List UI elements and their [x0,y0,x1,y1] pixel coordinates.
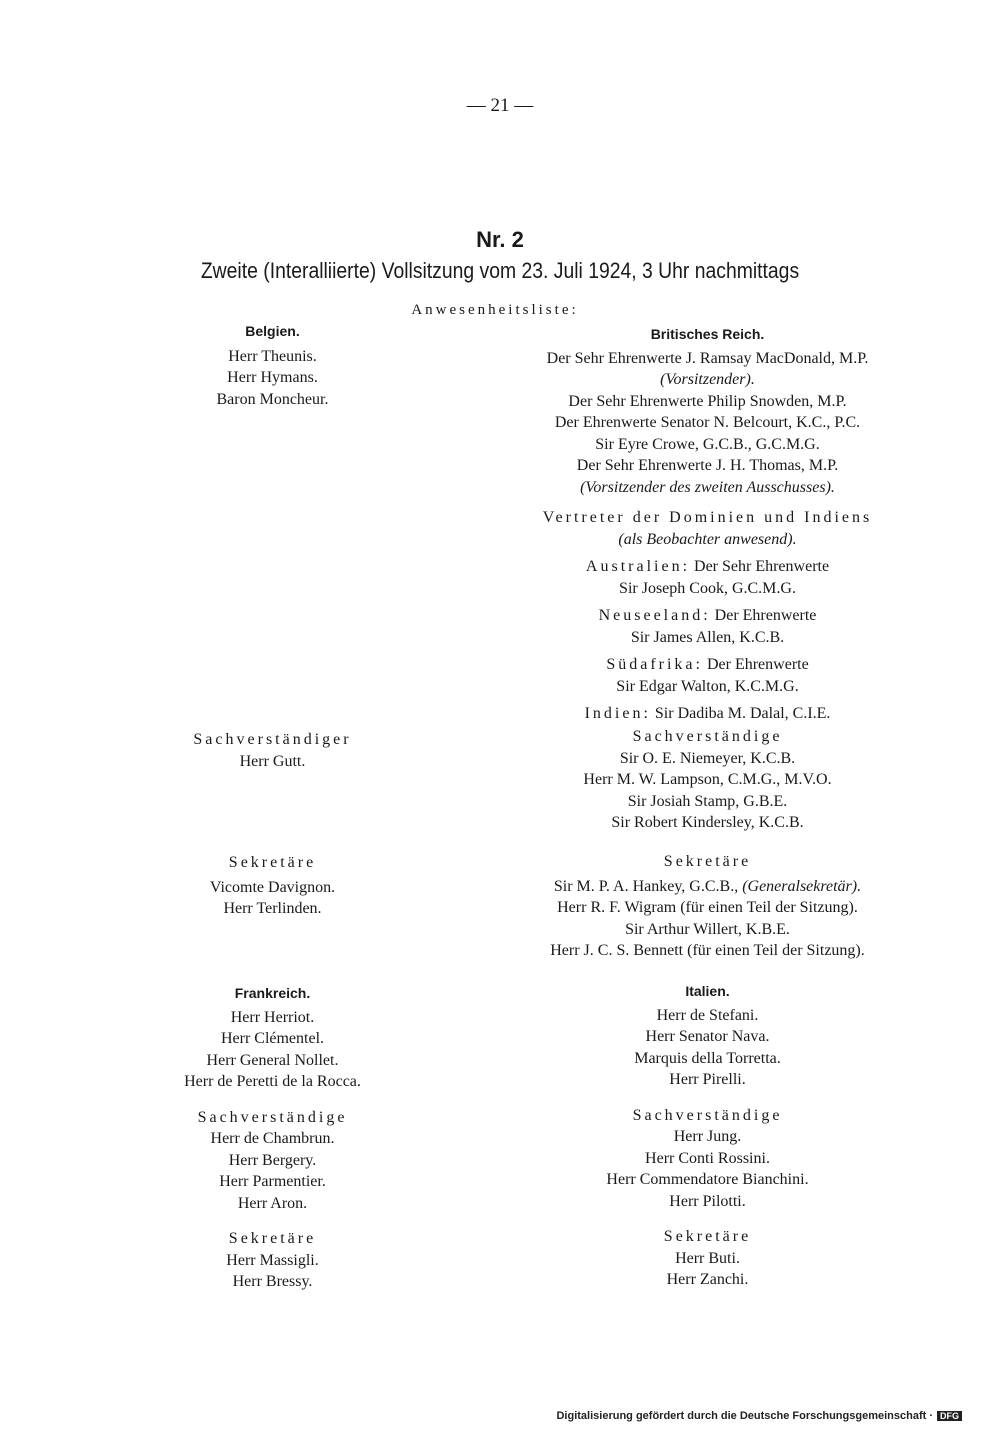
british-member: Der Sehr Ehrenwerte Philip Snowden, M.P. [568,392,847,410]
australia-line [470,556,945,578]
france-experts-heading: Sachverständige [197,1108,348,1126]
italy-member: Herr Senator Nava. [645,1028,770,1045]
france-member: Herr Herriot. [230,1008,315,1026]
italy-expert: Herr Jung. [673,1128,742,1145]
italy-experts-heading: Sachverständige [632,1106,783,1124]
belgium-heading: Belgien. [245,323,300,339]
page-number: — 21 — [466,95,534,116]
belgium-secretaries-heading: Sekretäre [228,854,317,871]
british-expert: Sir O. E. Niemeyer, K.C.B. [619,749,796,767]
british-member-note: (Vorsitzender). [660,371,755,388]
belgium-member: Herr Theunis. [228,347,317,365]
belgium-experts-heading: Sachverständiger [193,731,352,748]
belgium-secretaries [130,852,415,920]
british-secretary-note: (Generalsekretär). [742,877,862,895]
belgium-expert: Herr Gutt. [239,752,306,770]
dominions-section [470,507,945,725]
digitization-credit [556,1410,962,1422]
india-delegate: Sir Dadiba M. Dalal, C.I.E. [654,705,831,722]
british-member-note: (Vorsitzender des zweiten Ausschusses). [580,478,835,496]
australia-label: Australien: [585,558,691,575]
italy-expert: Herr Commendatore Bianchini. [606,1171,809,1188]
india-line [470,703,945,725]
newzealand-delegate: Sir James Allen, K.C.B. [630,628,785,646]
italy-secretary: Herr Zanchi. [666,1271,749,1288]
british-member: Der Sehr Ehrenwerte J. Ramsay MacDonald, M.P. [546,349,869,367]
dfg-logo: DFG [937,1411,962,1421]
france-expert: Herr Parmentier. [219,1173,326,1190]
southafrica-delegate: Sir Edgar Walton, K.C.M.G. [616,677,799,695]
newzealand-label: Neuseeland: [598,607,711,624]
british-expert: Herr M. W. Lampson, C.M.G., M.V.O. [583,771,832,788]
british-secretary: Herr R. F. Wigram (für einen Teil der Sitzung). [557,899,858,916]
india-label: Indien: [584,705,651,722]
france-expert: Herr de Chambrun. [210,1130,335,1147]
australia-delegate: Sir Joseph Cook, G.C.M.G. [619,579,796,597]
british-secretary: Herr J. C. S. Bennett (für einen Teil der Sitzung). [550,942,865,959]
france-heading: Frankreich. [234,985,311,1001]
australia-title: Der Sehr Ehrenwerte [694,558,830,575]
france-secretaries-heading: Sekretäre [228,1230,317,1247]
newzealand-title: Der Ehrenwerte [714,607,817,624]
document-number: Nr. 2 [476,227,524,252]
italy-member: Herr de Stefani. [656,1006,759,1024]
italy-secretary: Herr Buti. [675,1249,740,1267]
italy-secretaries-heading: Sekretäre [663,1228,752,1245]
italy-section [470,981,945,1291]
southafrica-line [470,654,945,676]
france-member: Herr Clémentel. [220,1030,325,1047]
british-empire-section [470,324,945,498]
attendance-list-heading: Anwesenheitsliste: [411,302,579,318]
british-expert: Sir Josiah Stamp, G.B.E. [627,792,788,810]
belgium-secretary: Herr Terlinden. [223,900,322,917]
italy-member: Herr Pirelli. [669,1071,746,1088]
british-secretaries-heading: Sekretäre [663,853,752,870]
france-expert: Herr Bergery. [228,1151,317,1169]
british-member: Sir Eyre Crowe, G.C.B., G.C.M.G. [595,435,820,453]
france-member: Herr de Peretti de la Rocca. [184,1073,361,1090]
belgium-member: Herr Hymans. [227,369,318,386]
british-secretary: Sir M. P. A. Hankey, G.C.B., [553,877,739,895]
british-heading: Britisches Reich. [650,326,765,342]
france-section [130,983,415,1293]
belgium-secretary: Vicomte Davignon. [209,878,336,896]
british-experts [470,726,945,834]
france-member: Herr General Nollet. [206,1051,339,1069]
belgium-section [130,321,415,410]
belgium-member: Baron Moncheur. [216,390,329,408]
dominions-heading: Vertreter der Dominien und Indiens [542,509,873,526]
france-expert: Herr Aron. [237,1194,308,1212]
italy-heading: Italien. [685,983,730,999]
credit-text: Digitalisierung gefördert durch die Deutsche Forschungsgemeinschaft · [556,1410,933,1422]
newzealand-line [470,605,945,627]
southafrica-title: Der Ehrenwerte [706,656,809,673]
belgium-experts [130,729,415,772]
france-secretary: Herr Massigli. [226,1251,319,1269]
british-secretaries [470,851,945,962]
british-secretary: Sir Arthur Willert, K.B.E. [625,920,790,938]
british-expert: Sir Robert Kindersley, K.C.B. [611,814,804,831]
british-member: Der Sehr Ehrenwerte J. H. Thomas, M.P. [576,457,839,474]
british-experts-heading: Sachverständige [632,728,783,745]
document-title: Zweite (Interalliierte) Vollsitzung vom 23. Juli 1924, 3 Uhr nachmittags [200,258,800,283]
italy-expert: Herr Pilotti. [669,1192,746,1210]
italy-expert: Herr Conti Rossini. [645,1149,770,1167]
british-secretary-1 [470,876,945,898]
southafrica-label: Südafrika: [606,656,703,673]
france-secretary: Herr Bressy. [232,1273,313,1290]
italy-member: Marquis della Torretta. [634,1049,781,1067]
british-member: Der Ehrenwerte Senator N. Belcourt, K.C., P.C. [554,414,861,431]
dominions-note: (als Beobachter anwesend). [618,530,797,548]
